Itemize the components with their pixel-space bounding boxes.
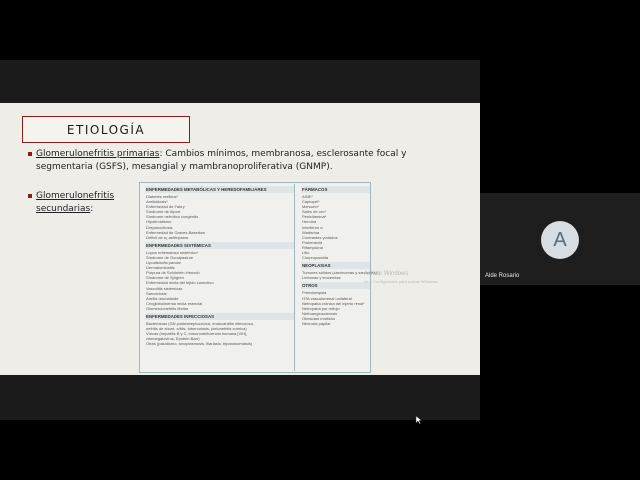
table-item: Bacterianas (GN postestreptocócica, endocarditis infecciosa, — [146, 320, 254, 326]
table-item: Amiloidosis* — [146, 199, 168, 205]
table-item: Captopril* — [302, 199, 320, 205]
bullet-secondary — [36, 190, 136, 216]
table-item: HTA vasculorrenal unilateral — [302, 295, 352, 301]
shared-screen — [0, 60, 480, 420]
table-item: Drepanocitosis — [146, 224, 173, 230]
table-item: Crioglobulinemia mixta esencial — [146, 300, 203, 306]
causes-table-left-column — [142, 184, 295, 371]
table-item: Déficit de α₁-antitripsina — [146, 234, 189, 240]
watermark-line1: Activar Windows — [364, 271, 409, 277]
table-item: Probenecid — [302, 239, 323, 245]
participant-tile[interactable] — [480, 193, 640, 285]
table-item: nefritis de shunt, sífilis, tuberculosis, pielonefritis crónica) — [146, 326, 247, 332]
table-item: Diabetes mellitus* — [146, 194, 179, 199]
table-item: Heroína — [302, 219, 317, 225]
windows-activation-watermark — [364, 270, 438, 286]
table-item: Nefroangiosclerosis — [302, 310, 338, 316]
table-item: Clorpropamida — [302, 255, 329, 261]
table-item: Sarcoidosis — [146, 290, 167, 296]
table-item: Preeclampsia — [302, 290, 327, 296]
avatar-initial: A — [553, 228, 567, 251]
table-item: AINE* — [302, 194, 313, 199]
bullet-primary-text: : Cambios mínimos, membranosa, esclerosante focal y segmentaria (GSFS), mesangial y mambranoproliferativa (GNMP). — [36, 149, 407, 172]
table-item: Enfermedad de Graves-Basedow — [146, 229, 206, 235]
table-section-header: NEOPLASIAS — [301, 262, 370, 269]
bullet-primary — [36, 148, 436, 174]
participant-name: Alde Rosario — [485, 273, 520, 279]
table-item: Warfarina — [302, 229, 320, 235]
bullet-square-icon — [28, 152, 32, 156]
table-item: Necrosis papilar — [302, 320, 331, 326]
bullet-primary-label: Glomerulonefritis primarias — [36, 149, 160, 159]
watermark-line2: Ve a Configuración para activar Windows. — [364, 279, 439, 284]
table-item: Dermatomiositis — [146, 265, 175, 271]
slide-title-box — [22, 116, 190, 143]
table-item: Otras (paludismo, toxoplasmosis, filariasis, tripanosomiasis) — [146, 341, 253, 347]
table-item: Sales de oro* — [302, 209, 327, 215]
table-item: Nefropatía crónica del injerto renal* — [302, 300, 365, 306]
table-item: Penicilamina* — [302, 214, 327, 220]
causes-table-right-column — [298, 184, 379, 371]
table-item: Rifampicina — [302, 244, 323, 250]
table-item: Vasculitis sistémicas — [146, 285, 183, 291]
table-section-header: ENFERMEDADES METABÓLICAS Y HEREDOFAMILIARES — [145, 186, 294, 193]
table-item: Enfermedad de Fabry — [146, 204, 185, 210]
table-section-header: ENFERMEDADES SISTÉMICAS — [145, 242, 294, 249]
table-item: Lupus eritematoso sistémico* — [146, 249, 199, 255]
bullet-secondary-label-line1: Glomerulonefritis — [36, 191, 115, 201]
table-item: Mercurio* — [302, 204, 320, 210]
table-section-header: FÁRMACOS — [301, 186, 370, 193]
table-item: Obesidad mórbida — [302, 315, 335, 321]
bullet-secondary-label-line2: secundarias — [36, 204, 91, 214]
avatar — [541, 221, 579, 259]
table-section-header: ENFERMEDADES INFECCIOSAS — [145, 313, 294, 320]
table-item: Artritis reumatoide — [146, 295, 179, 301]
table-item: Enfermedad mixta del tejido conectivo — [146, 280, 214, 286]
table-item: Contrastes yodados — [302, 234, 338, 240]
table-item: Hipotiroidismo — [146, 219, 172, 225]
table-item: Glomerulonefritis fibrilar — [146, 305, 189, 311]
causes-table — [139, 182, 379, 373]
bullet-square-icon — [28, 194, 32, 198]
table-item: Víricas (hepatitis B y C, inmunodeficiencia humana [VIH], — [146, 331, 248, 337]
table-section-header: OTROS — [301, 282, 370, 289]
slide-title: ETIOLOGÍA — [66, 122, 146, 137]
table-item: Nefropatía por reflujo — [302, 305, 340, 311]
table-item: Púrpura de Schönlein-Henoch — [146, 270, 200, 276]
table-item: Interferón α — [302, 224, 323, 230]
table-item: Linfomas y leucemias — [302, 275, 341, 281]
table-item: Síndrome nefrótico congénito — [146, 214, 199, 220]
table-item: Síndrome de Sjögren — [146, 275, 184, 281]
table-item: Lipodistrofia parcial — [146, 260, 181, 266]
table-item: Tumores sólidos (carcinomas y sarcomas)* — [302, 270, 379, 276]
mouse-cursor-icon — [416, 416, 422, 424]
table-item: citomegalovirus, Epstein-Barr) — [146, 336, 200, 342]
table-item: Litio — [302, 250, 310, 256]
bullet-secondary-suffix: : — [90, 204, 94, 214]
table-item: Síndrome de Alport — [146, 209, 181, 215]
presentation-slide — [0, 103, 480, 375]
table-item: Síndrome de Goodpasture — [146, 254, 194, 260]
